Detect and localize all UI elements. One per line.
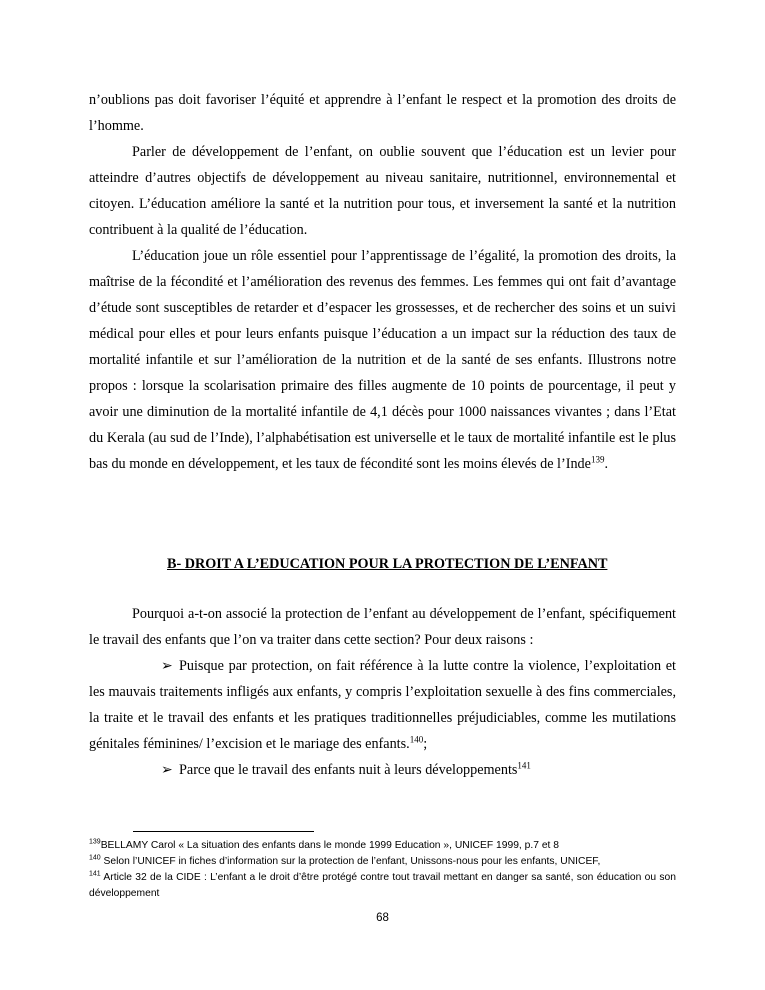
footnote-140 (89, 854, 676, 870)
bullet-item-child-labour-text: Parce que le travail des enfants nuit à leurs développements (179, 762, 518, 778)
paragraph-development: Parler de développement de l’enfant, on oublie souvent que l’éducation est un levier pour atteindre d’autres objectifs de développement au niveau sanitaire, nutritionnel, environnemental et citoyen. L’éducation améliore la santé et la nutrition pour tous, et inversement la santé et la nutrition contribuent à la qualité de l’éducation. (89, 144, 676, 238)
paragraph-end-punctuation: . (604, 456, 608, 472)
footnote-141 (89, 870, 676, 902)
section-intro: Pourquoi a-t-on associé la protection de l’enfant au développement de l’enfant, spécifiquement le travail des enfants que l’on va traiter dans cette section? Pour deux raisons : (89, 606, 676, 648)
footnote-separator (133, 831, 314, 832)
bullet-item-protection (89, 653, 676, 757)
bullet-end-punctuation: ; (423, 736, 428, 752)
footnotes (89, 838, 676, 902)
footnote-number: 141 (89, 870, 101, 878)
bullet-item-child-labour (89, 757, 676, 783)
footnote-number: 140 (89, 854, 101, 862)
footnote-ref-141[interactable]: 141 (517, 760, 531, 771)
footnote-text: BELLAMY Carol « La situation des enfants dans le monde 1999 Education », UNICEF 1999, p.7 et 8 (100, 840, 559, 851)
section-text (89, 601, 676, 783)
section-heading: B- DROIT A L’EDUCATION POUR LA PROTECTION DE L’ENFANT (167, 556, 608, 572)
footnote-text: Selon l’UNICEF in fiches d’information sur la protection de l’enfant, Unissons-nous pour les enfants, UNICEF, (100, 856, 601, 867)
footnote-139 (89, 838, 676, 854)
paragraph-education-role-text: L’éducation joue un rôle essentiel pour l’apprentissage de l’égalité, la promotion des droits, la maîtrise de la fécondité et l’amélioration des revenus des femmes. Les femmes qui ont fait d’avantage d’étude sont susceptibles de retarder et d’espacer les grossesses, et de rechercher des soins et un suivi médical pour elles et pour leurs enfants puisque l’éducation a un impact sur la réduction des taux de mortalité infantile et sur l’amélioration de la nutrition et de la santé de ses enfants. Illustrons notre propos : lorsque la scolarisation primaire des filles augmente de 10 points de pourcentage, il peut y avoir une diminution de la mortalité infantile de 4,1 décès pour 1000 naissances vivantes ; dans l’Etat du Kerala (au sud de l’Inde), l’alphabétisation est universelle et le taux de mortalité infantile est le plus bas du monde en développement, et les taux de fécondité sont les moins élevés de l’Inde (89, 248, 676, 472)
body-text (89, 87, 676, 477)
footnote-ref-140[interactable]: 140 (409, 734, 424, 745)
footnote-ref-139[interactable]: 139 (590, 454, 605, 465)
arrow-bullet-icon: ➢ (161, 658, 173, 674)
arrow-bullet-icon: ➢ (161, 762, 173, 778)
bullet-item-protection-text: Puisque par protection, on fait référence à la lutte contre la violence, l’exploitation et les mauvais traitements infligés aux enfants, y compris l’exploitation sexuelle à des fins commerciales, la traite et le travail des enfants et les pratiques traditionnelles préjudiciables, comme les mutilations génitales féminines/ l’excision et le mariage des enfants. (89, 658, 676, 752)
paragraph-education-role (89, 243, 676, 477)
page-number: 68 (376, 912, 389, 924)
footnote-number: 139 (89, 838, 101, 846)
paragraph-continuation: n’oublions pas doit favoriser l’équité et apprendre à l’enfant le respect et la promotion des droits de l’homme. (89, 92, 676, 134)
footnote-text: Article 32 de la CIDE : L’enfant a le droit d’être protégé contre tout travail mettant en danger sa santé, son éducation ou son développement (89, 872, 676, 899)
